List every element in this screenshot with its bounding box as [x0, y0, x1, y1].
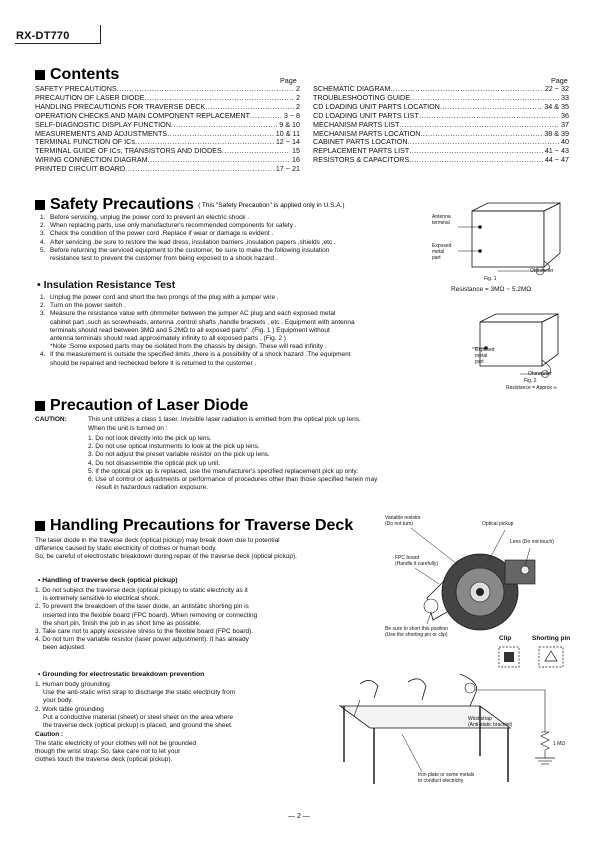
- list-item: Use the anti-static wrist strap to discharge the static electricity from: [43, 689, 236, 697]
- deck-label-do-not-turn: (Do not turn): [385, 521, 414, 527]
- contents-entry-page: 41 ~ 43: [544, 146, 569, 156]
- contents-heading: Contents: [35, 66, 119, 84]
- contents-entry-page: 33: [561, 92, 569, 102]
- contents-entry-page: 16: [292, 155, 300, 165]
- list-item: result in hazardous radiation exposure.: [96, 484, 209, 492]
- leader-dots: [408, 138, 559, 147]
- list-item: *Note :Some exposed parts may be isolated from the chassis by design. These will read infinity .: [50, 343, 327, 351]
- page-number: — 2 —: [288, 813, 310, 820]
- contents-entry-page: 38 & 39: [544, 128, 569, 138]
- list-item: 4. After servicing ,be sure to restore the lead dress, insulation barriers ,insulation papers ,shields ,etc .: [40, 238, 336, 246]
- iron-plate-label: Iron plate or some metals: [418, 772, 475, 778]
- deck-label-handle: (Handle it carefully): [395, 561, 439, 567]
- list-item: 1. Before servicing, unplug the power cord to prevent an electric shock .: [40, 214, 250, 221]
- list-item: inserted into the flexible board (FPC board). When removing or connecting: [43, 611, 258, 619]
- bullet-square-icon: [35, 401, 45, 411]
- model-number: RX-DT770: [16, 30, 70, 42]
- list-item: antenna terminals should read approximately infinity to all exposed parts . (Fig. 2 ): [50, 335, 286, 343]
- handling-list-2: [35, 681, 380, 730]
- list-item: should be repaired and rechecked before it is returned to the customer .: [50, 359, 257, 367]
- list-item: cabinet part ,such as screwheads, antenna ,control shafts ,handle brackets , etc . Equipment with antenna: [50, 318, 355, 326]
- contents-entry-page: 10 & 11: [275, 128, 300, 138]
- deck-label-fpc-board: FPC board: [395, 555, 420, 561]
- contents-entry-page: 37: [561, 119, 569, 129]
- leader-dots: [399, 121, 559, 130]
- contents-entry-title: MEASUREMENTS AND ADJUSTMENTS: [35, 128, 168, 138]
- safety-heading: Safety Precautions ( This "Safety Precaution" is applied only in U.S.A.): [35, 196, 345, 214]
- list-item: 2. When replacing parts, use only manufacturer's recommended components for safety .: [40, 222, 297, 230]
- deck-label-short-position: Be sure to short this position: [385, 626, 449, 632]
- leader-dots: [390, 85, 542, 94]
- contents-entry-title: CD LOADING UNIT PARTS LIST: [313, 110, 419, 120]
- contents-entry-title: MECHANISM PARTS LOCATION: [313, 128, 421, 138]
- list-item: your body.: [43, 697, 73, 705]
- contents-entry-page: 17 ~ 21: [275, 164, 300, 174]
- handling-subheading-1: • Handling of traverse deck (optical pickup): [38, 577, 178, 584]
- contents-entry-title: MECHANISM PARTS LIST: [313, 119, 400, 129]
- contents-entry-title: CABINET PARTS LOCATION: [313, 137, 408, 147]
- contents-page-label-right: Page: [551, 76, 568, 85]
- wrist-strap-label: Wrist strap: [468, 716, 492, 722]
- contents-entry-title: SAFETY PRECAUTIONS: [35, 84, 117, 93]
- contents-entry-title: RESISTORS & CAPACITORS: [313, 155, 410, 165]
- list-item: 1. Unplug the power cord and short the two prongs of the plug with a jumper wire .: [40, 294, 279, 301]
- laser-when-on: When the unit is turned on :: [88, 425, 168, 432]
- header-rule: [15, 43, 100, 44]
- contents-entry-title: SELF-DIAGNOSTIC DISPLAY FUNCTION: [35, 119, 171, 129]
- contents-entry-title: OPERATION CHECKS AND MAIN COMPONENT REPLACEMENT: [35, 110, 250, 120]
- contents-entry-page: 44 ~ 47: [544, 155, 569, 165]
- handling-intro: The laser diode in the traverse deck (optical pickup) may break down due to potential difference caused by static electricity of clothes or human body. So, be careful of electrostatic breakdown during repair of the traverse deck (optical pickup).: [35, 537, 297, 561]
- list-item: 2. Work table grounding: [35, 705, 104, 713]
- contents-list-left: [35, 85, 300, 174]
- fig1-resistance: Resistance = 3MΩ ~ 5.2MΩ: [451, 286, 532, 293]
- fig2-label-metal: metal: [475, 353, 488, 359]
- contents-entry-title: TERMINAL FUNCTION OF ICs: [35, 137, 135, 147]
- list-item: terminals should read between 3MΩ and 5.2MΩ to all exposed parts" .(Fig. 1 ) Equipment without: [50, 326, 330, 334]
- fig2-resistance: Resistance = Approx ∞: [506, 385, 557, 391]
- handling-heading: Handling Precautions for Traverse Deck: [35, 517, 353, 535]
- fig1-caption: Fig. 1: [484, 276, 497, 282]
- leader-dots: [125, 165, 274, 174]
- list-item: 5. If the optical pick up is replaced, use the manufacturer's specified replacement pick up only.: [88, 467, 358, 475]
- list-item: 4. Do not turn the variable resistor (laser power adjustment). It has already: [35, 636, 249, 644]
- contents-entry-title: PRECAUTION OF LASER DIODE: [35, 92, 145, 102]
- leader-dots: [409, 156, 543, 165]
- bullet-square-icon: [35, 200, 45, 210]
- contents-entry-page: 2: [296, 84, 300, 93]
- iron-plate-sub-label: to conduct electricity: [418, 778, 464, 784]
- fig1-label-metal: metal: [432, 249, 445, 255]
- contents-entry-title: TROUBLESHOOTING GUIDE: [313, 92, 411, 102]
- header-vertical-rule: [100, 25, 101, 44]
- contents-entry-page: 36: [561, 110, 569, 120]
- handling-subheading-2: • Grounding for electrostatic breakdown prevention: [38, 671, 205, 678]
- contents-page-label-left: Page: [280, 76, 297, 85]
- deck-label-short-pin-or-clip: (Use the shorting pin or clip): [385, 632, 448, 638]
- leader-dots: [167, 130, 274, 139]
- contents-entry-page: 40: [561, 137, 569, 147]
- list-item: the traverse deck (optical pickup) is placed, and ground the sheet.: [43, 722, 233, 730]
- handling-caution-label: Caution :: [35, 731, 64, 738]
- list-item: Put a conductive material (sheet) or steel sheet on the area where: [43, 713, 234, 721]
- contents-entry-title: TERMINAL GUIDE OF ICs, TRANSISTORS AND DIODES: [35, 146, 222, 156]
- contents-entry: [35, 165, 300, 174]
- fig1-label-ohmmeter: Ohmmeter: [530, 268, 554, 274]
- fig2-label-part: part: [475, 359, 484, 365]
- list-item: resistance test to prevent the customer from being exposed to a shock hazard .: [50, 255, 278, 263]
- contents-entry: [313, 156, 569, 165]
- list-item: the short pin, finish the job in as short time as possible.: [43, 619, 201, 627]
- leader-dots: [419, 112, 559, 121]
- fig1-label-part: part: [432, 255, 441, 261]
- fig1-label-antenna: Antenna: [432, 214, 451, 220]
- list-item: 3. Measure the resistance value with ohmmeter between the jumper AC plug and each exposed metal: [40, 310, 336, 318]
- contents-entry-title: WIRING CONNECTION DIAGRAM: [35, 155, 148, 165]
- deck-label-variable-resistor: Variable resistor: [385, 515, 421, 521]
- contents-entry-title: PRINTED CIRCUIT BOARD: [35, 164, 126, 174]
- leader-dots: [440, 103, 542, 112]
- fig2-label-ohmmeter: Ohmmeter: [528, 371, 552, 377]
- list-item: 2. Do not use optical insturments to look at the pick up lens.: [88, 443, 260, 451]
- list-item: been adjusted.: [43, 644, 86, 652]
- contents-entry-page: 34 & 35: [544, 101, 569, 111]
- contents-entry-title: CD LOADING UNIT PARTS LOCATION: [313, 101, 440, 111]
- leader-dots: [222, 147, 290, 156]
- list-item: 3. Take care not to apply excessive stress to the flexible board (FPC board).: [35, 628, 254, 636]
- bullet-square-icon: [35, 70, 45, 80]
- deck-label-optical-pickup: Optical pickup: [482, 521, 514, 527]
- contents-list-right: [313, 85, 569, 165]
- leader-dots: [148, 156, 290, 165]
- contents-entry-title: REPLACEMENT PARTS LIST: [313, 146, 410, 156]
- insulation-heading: • Insulation Resistance Test: [37, 279, 176, 291]
- list-item: 3. Do not adjust the preset variable resistor on the pick up lens.: [88, 451, 270, 459]
- wrist-strap-sub-label: (Anti-static bracelet): [468, 722, 513, 728]
- contents-entry-page: 22 ~ 32: [544, 84, 569, 93]
- contents-entry-page: 3 ~ 8: [283, 110, 300, 120]
- deck-label-lens: Lens (Do not touch): [510, 539, 554, 545]
- leader-dots: [250, 112, 282, 121]
- bullet-square-icon: [35, 521, 45, 531]
- list-item: 2. Turn on the power switch .: [40, 302, 126, 310]
- list-item: 1. Do not subject the traverse deck (optical pickup) to static electricity as it: [35, 587, 248, 594]
- contents-entry-page: 12 ~ 14: [275, 137, 300, 147]
- list-item: 4. Do not disassemble the optical pick up unit.: [88, 459, 221, 467]
- list-item: 5. Before returning the serviced equipment to the customer, be sure to make the following insulation: [40, 246, 330, 254]
- insulation-list: [40, 294, 460, 368]
- contents-entry-title: SCHEMATIC DIAGRAM: [313, 84, 391, 93]
- laser-caution-label: CAUTION:: [35, 416, 67, 423]
- leader-dots: [171, 121, 277, 130]
- clip-label: Clip: [499, 635, 512, 642]
- contents-entry-page: 2: [296, 92, 300, 102]
- leader-dots: [420, 130, 542, 139]
- fig2-caption: Fig. 2: [524, 378, 537, 384]
- contents-entry-page: 15: [292, 146, 300, 156]
- contents-entry-title: HANDLING PRECAUTIONS FOR TRAVERSE DECK: [35, 101, 206, 111]
- list-item: 6. Use of control or adjustments or performance of procedures other than those specified herein may: [88, 476, 378, 484]
- contents-entry-page: 9 & 10: [279, 119, 300, 129]
- one-megohm-label: 1 MΩ: [553, 741, 566, 747]
- handling-caution-text: The static electricity of your clothes will not be grounded though the wrist strap. So, take care not to let your clothes touch the traverse deck (optical pickup).: [35, 740, 197, 764]
- clip-and-pin-icons: [495, 645, 575, 675]
- list-item: 1. Do not look directly into the pick up lens.: [88, 435, 212, 442]
- list-item: 4. If the measurement is outside the specified limits ,there is a possibility of a shock hazard .The equipment: [40, 351, 351, 359]
- list-item: 3. Check the condition of the power cord .Replace if wear or damage is evident .: [40, 230, 274, 238]
- contents-entry-page: 2: [296, 101, 300, 111]
- leader-dots: [409, 147, 543, 156]
- fig2-label-exposed: Exposed: [475, 347, 495, 353]
- safety-list: [40, 214, 430, 263]
- shorting-pin-label: Shorting pin: [532, 635, 571, 642]
- laser-caution-text: This unit utilizes a class 1 laser. Invisible laser radiation is emitted from the optical pick up lens.: [88, 416, 361, 423]
- fig1-label-terminal: terminal: [432, 220, 450, 226]
- list-item: 1. Human body grounding: [35, 681, 110, 688]
- laser-list: [88, 435, 558, 492]
- list-item: 2. To prevent the breakdown of the laser diode, an antistatic shorting pin is: [35, 603, 249, 611]
- list-item: is extremely sensitive to electrical shock.: [43, 595, 161, 603]
- fig1-label-exposed: Exposed: [432, 243, 452, 249]
- laser-heading: Precaution of Laser Diode: [35, 397, 248, 415]
- handling-list-1: [35, 587, 380, 653]
